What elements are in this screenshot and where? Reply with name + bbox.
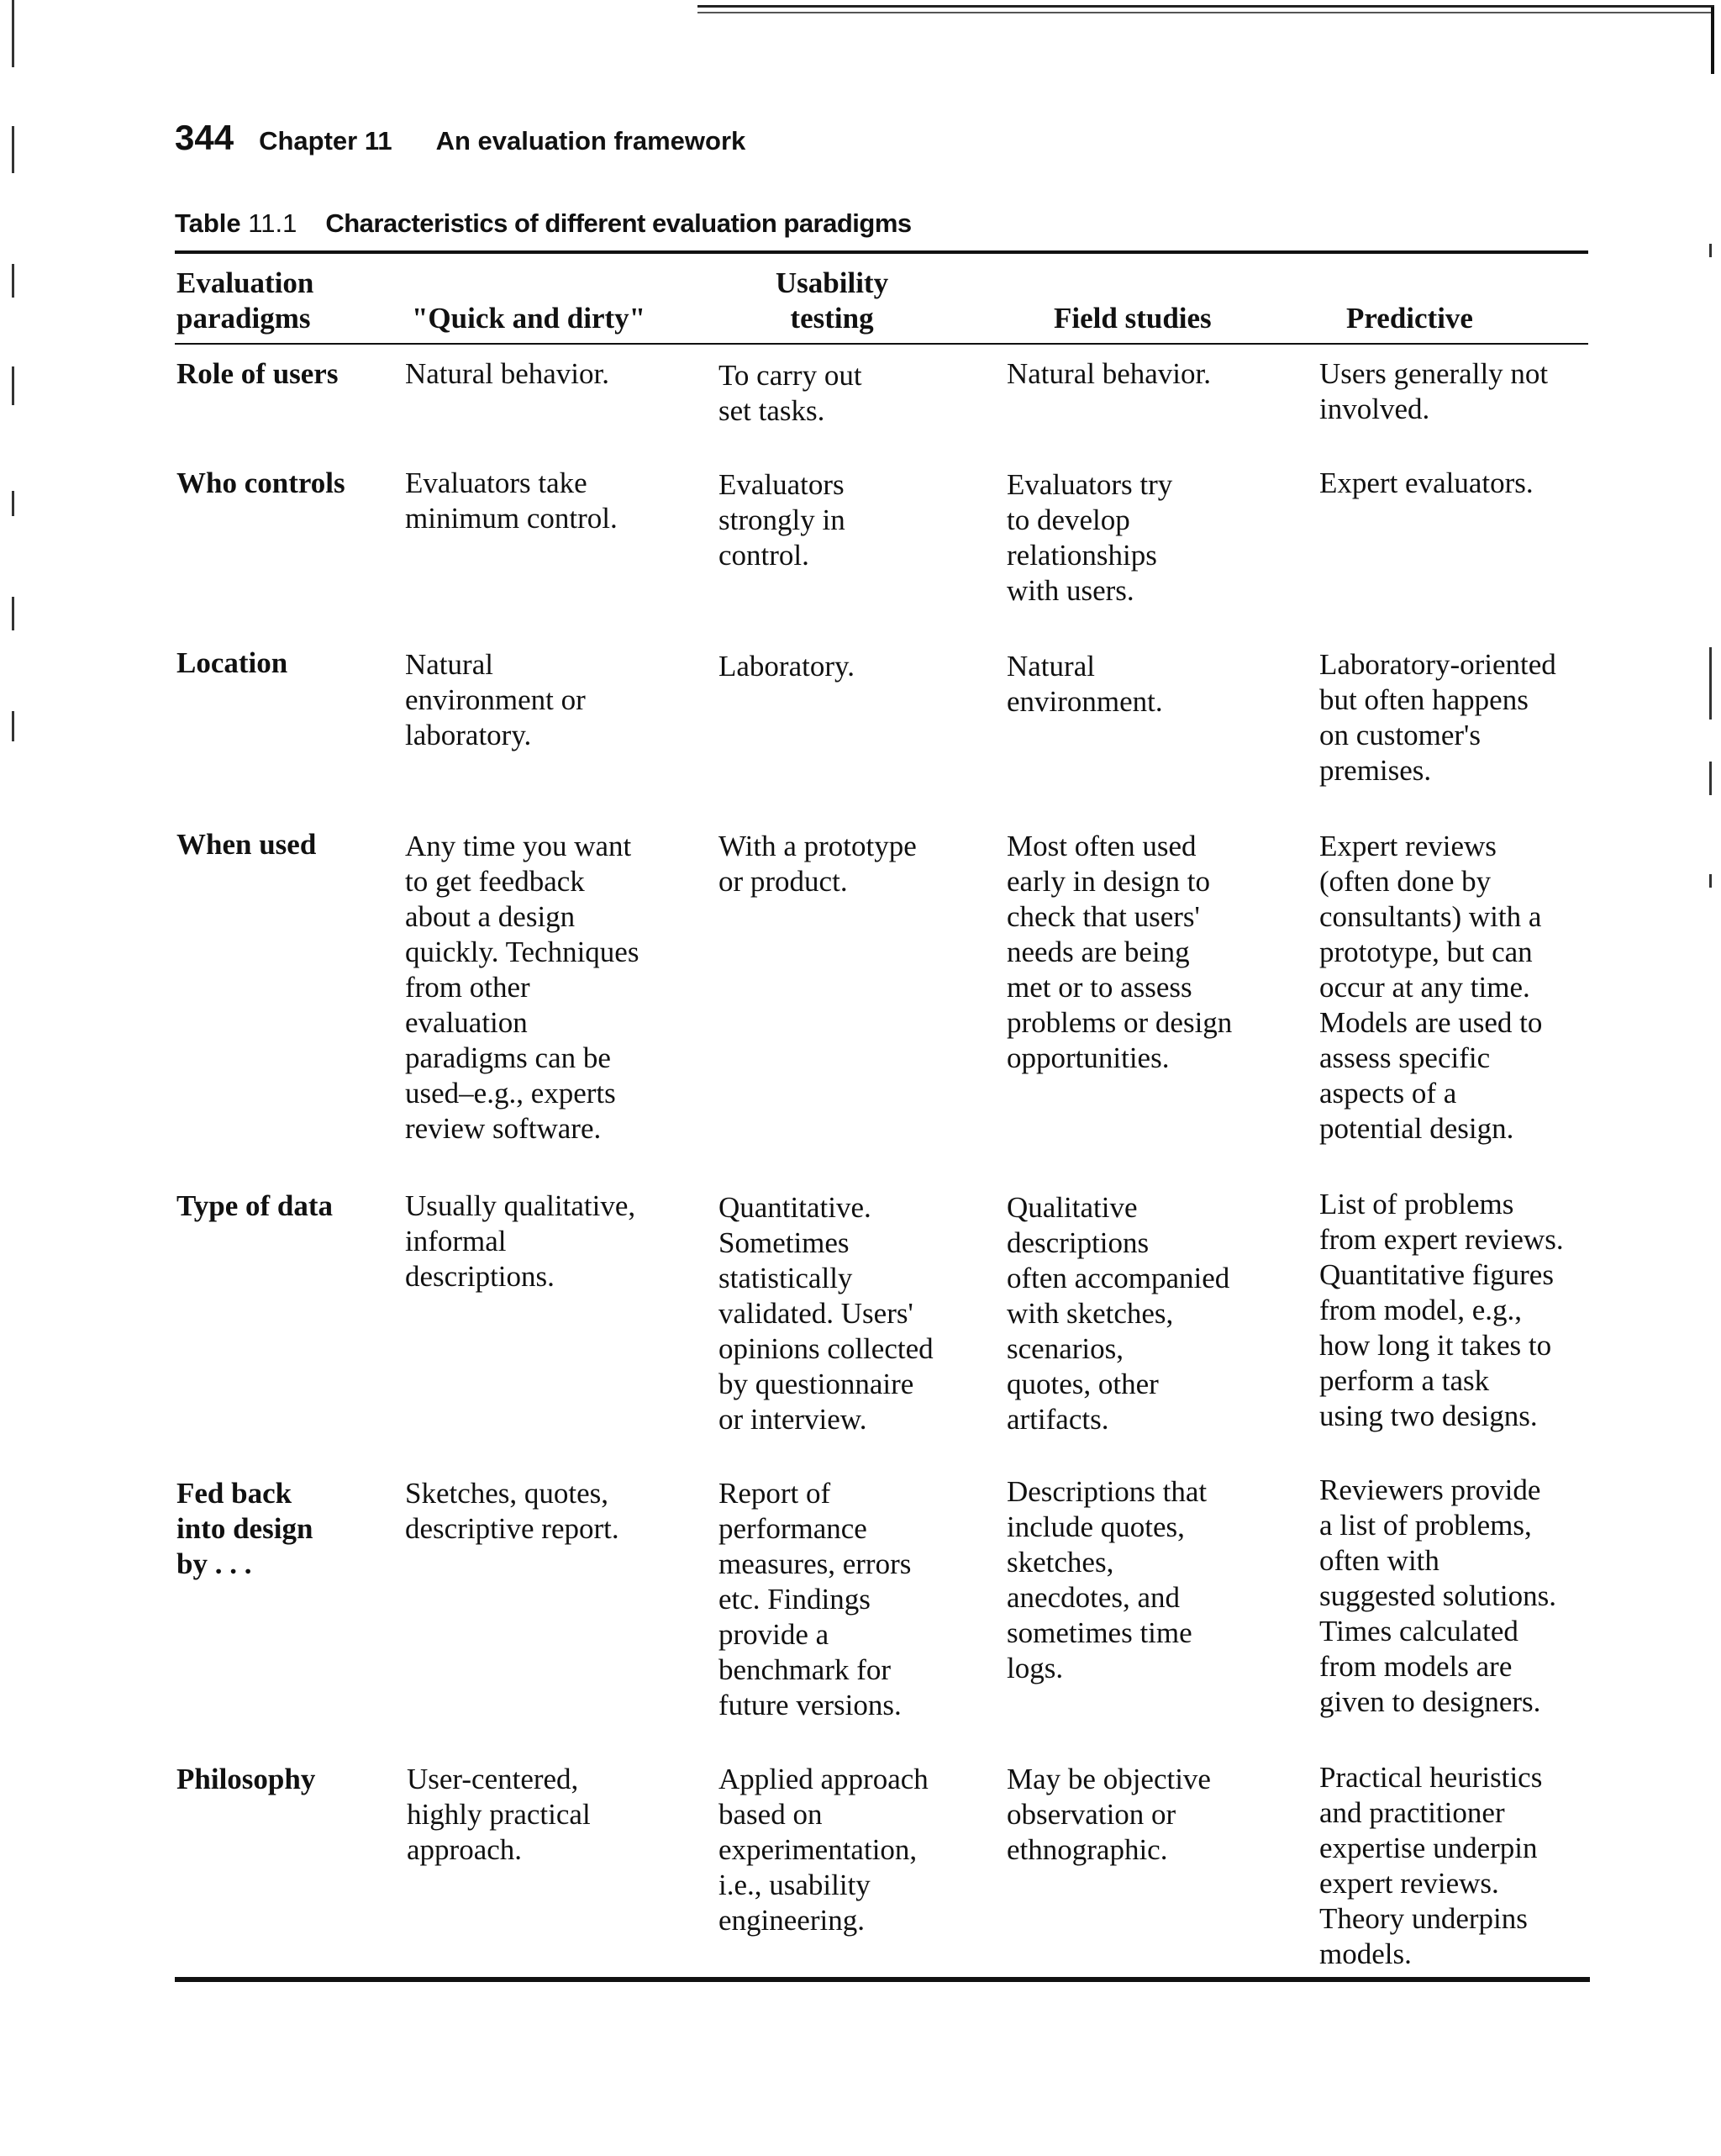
scan-edge-line: [1711, 7, 1714, 74]
margin-mark: [1709, 647, 1712, 720]
margin-mark: [12, 366, 14, 405]
table-cell: Reviewers provide a list of problems, often with suggested solutions. Times calculated from models are given to designers.: [1319, 1473, 1556, 1718]
table-number: 11.1: [248, 208, 297, 238]
margin-mark: [12, 0, 14, 67]
column-header: "Quick and dirty": [412, 302, 646, 335]
table-cell: Laboratory-oriented but often happens on customer's premises.: [1319, 648, 1556, 787]
table-cell: Qualitative descriptions often accompanied with sketches, scenarios, quotes, other artifacts.: [1007, 1191, 1230, 1436]
table-cell: Natural behavior.: [405, 357, 609, 390]
margin-mark: [12, 126, 14, 173]
table-cell: Practical heuristics and practitioner expertise underpin expert reviews. Theory underpins models.: [1319, 1761, 1543, 1970]
running-header: [175, 118, 745, 158]
row-label: Role of users: [176, 357, 339, 390]
table-cell: Any time you want to get feedback about a design quickly. Techniques from other evaluation paradigms can be used–e.g., experts review software.: [405, 830, 639, 1145]
margin-mark: [1709, 762, 1712, 795]
row-label: Philosophy: [176, 1763, 316, 1795]
table-cell: Expert reviews (often done by consultants) with a prototype, but can occur at any time. Models are used to assess specific aspects of a potential design.: [1319, 830, 1543, 1145]
row-label: Location: [176, 646, 288, 679]
table-cell: To carry out set tasks.: [718, 359, 862, 427]
row-label: Fed back into design by . . .: [176, 1477, 313, 1580]
table-title: Characteristics of different evaluation paradigms: [325, 208, 912, 238]
table-cell: Laboratory.: [718, 650, 855, 683]
page-number: 344: [175, 118, 234, 157]
column-header: Usability testing: [775, 266, 889, 335]
table-bottom-rule: [175, 1977, 1590, 1982]
table-caption: [175, 208, 912, 239]
column-header: Predictive: [1346, 302, 1473, 335]
margin-mark: [12, 597, 14, 630]
table-cell: Evaluators take minimum control.: [405, 467, 618, 535]
table-cell: Descriptions that include quotes, sketches, anecdotes, and sometimes time logs.: [1007, 1475, 1208, 1684]
margin-mark: [1709, 874, 1712, 888]
table-label-prefix: Table: [175, 208, 241, 238]
row-label: Type of data: [176, 1189, 334, 1222]
table-cell: Most often used early in design to check that users' needs are being met or to assess problems or design opportunities.: [1007, 830, 1233, 1074]
table-cell: Natural environment or laboratory.: [405, 648, 586, 751]
column-header: Field studies: [1054, 302, 1212, 335]
table-label: [175, 208, 297, 239]
row-label: Who controls: [176, 467, 345, 499]
margin-mark: [1709, 244, 1712, 257]
table-cell: Applied approach based on experimentation, i.e., usability engineering.: [718, 1763, 929, 1937]
table-top-rule: [175, 250, 1588, 254]
margin-mark: [12, 491, 14, 516]
table-cell: With a prototype or product.: [718, 830, 917, 898]
table-cell: Quantitative. Sometimes statistically validated. Users' opinions collected by questionnaire or interview.: [718, 1191, 934, 1436]
row-label: When used: [176, 828, 317, 861]
column-header: Evaluation paradigms: [176, 266, 314, 335]
table-header-rule: [175, 343, 1588, 345]
table-cell: May be objective observation or ethnographic.: [1007, 1763, 1211, 1866]
chapter-title: An evaluation framework: [435, 126, 746, 156]
chapter-label: Chapter 11: [259, 126, 392, 156]
scan-edge-line: [697, 12, 1714, 13]
table-cell: Natural environment.: [1007, 650, 1163, 718]
table-cell: Users generally not involved.: [1319, 357, 1549, 425]
margin-mark: [12, 264, 14, 298]
table-cell: Expert evaluators.: [1319, 467, 1534, 499]
table-cell: Report of performance measures, errors etc. Findings provide a benchmark for future versions.: [718, 1477, 912, 1721]
table-cell: List of problems from expert reviews. Quantitative figures from model, e.g., how long it takes to perform a task using two designs.: [1319, 1188, 1564, 1432]
table-cell: Evaluators try to develop relationships with users.: [1007, 468, 1173, 607]
table-cell: Usually qualitative, informal descriptions.: [405, 1189, 636, 1293]
margin-mark: [12, 711, 14, 741]
table-cell: User-centered, highly practical approach.: [407, 1763, 591, 1866]
table-cell: Sketches, quotes, descriptive report.: [405, 1477, 619, 1545]
scan-edge-line: [697, 5, 1714, 8]
table-cell: Natural behavior.: [1007, 357, 1211, 390]
table-cell: Evaluators strongly in control.: [718, 468, 845, 572]
